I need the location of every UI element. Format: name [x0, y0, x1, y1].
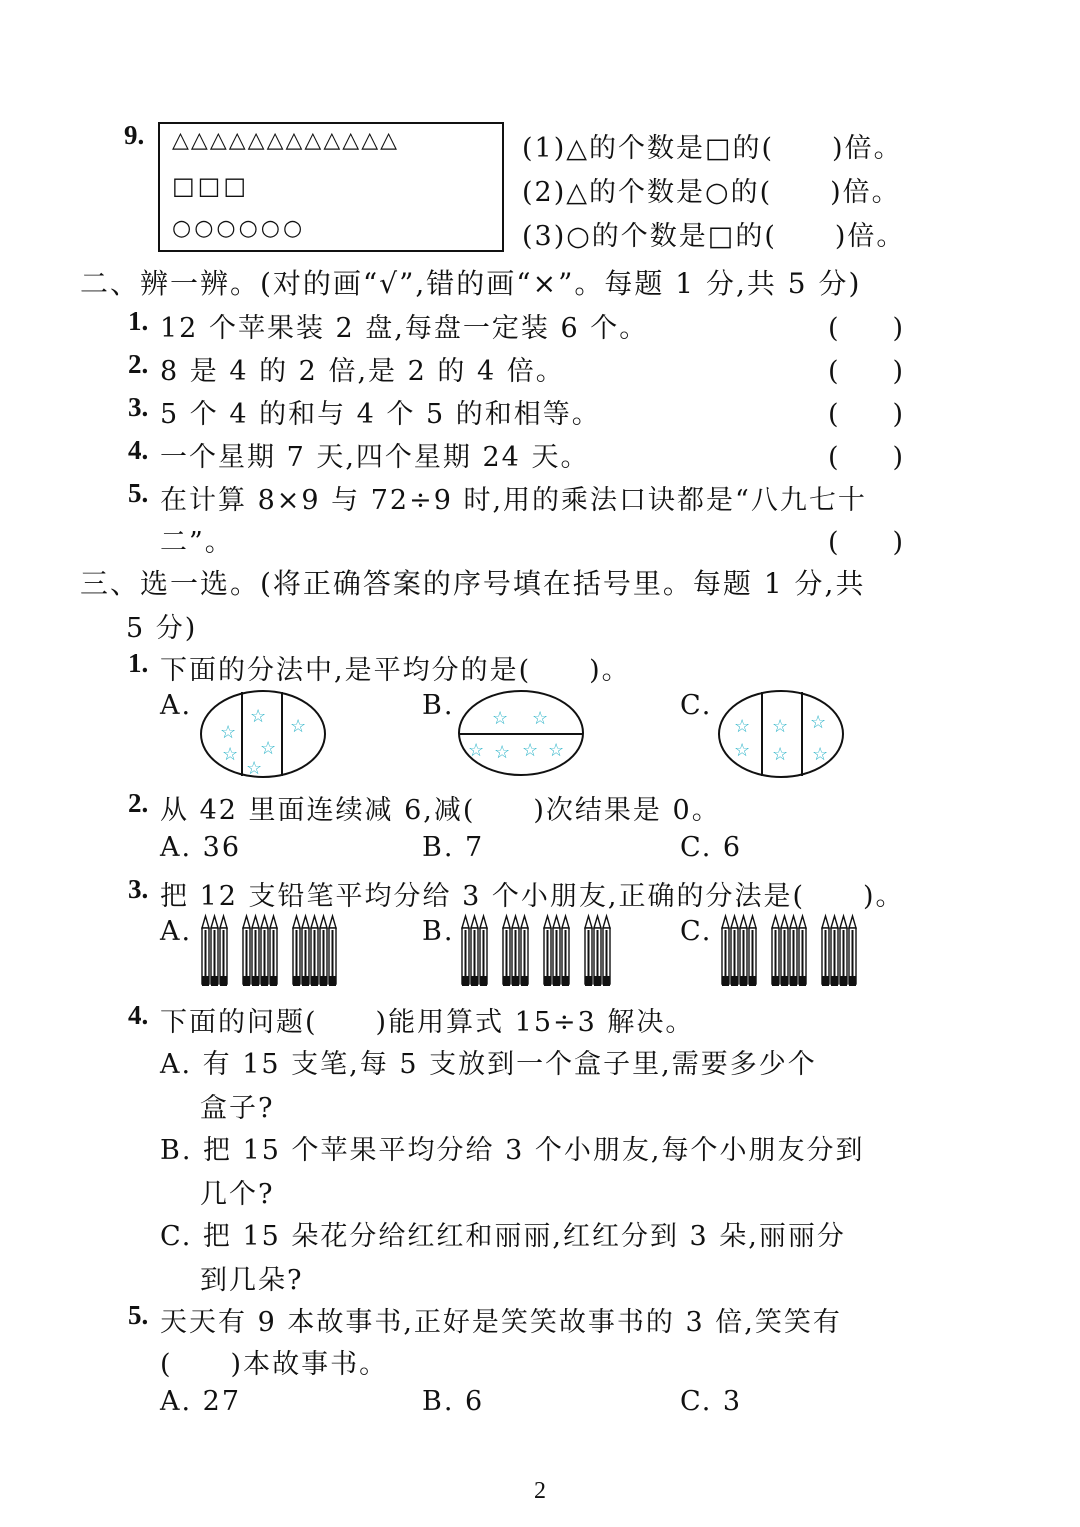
svg-text:☆: ☆	[810, 712, 827, 733]
pencil-icon	[471, 916, 478, 986]
pencil-icon	[462, 916, 469, 986]
pencil-icon	[270, 916, 277, 986]
svg-text:☆: ☆	[260, 738, 277, 759]
svg-text:☆: ☆	[468, 740, 485, 761]
pencil-icon	[831, 916, 838, 986]
pencil-icon	[790, 916, 797, 986]
section2-title: 二、辨一辨。(对的画“√”,错的画“×”。每题 1 分,共 5 分)	[80, 267, 862, 300]
star-group-a	[220, 706, 306, 779]
s3-q4-option-a[interactable]: A. 有 15 支笔,每 5 支放到一个盒子里,需要多少个	[160, 1049, 817, 1080]
svg-text:☆: ☆	[494, 742, 511, 763]
pencil-icon	[553, 916, 560, 986]
svg-text:☆: ☆	[492, 708, 509, 729]
pencil-icon	[781, 916, 788, 986]
s2-item2-text: 8 是 4 的 2 倍,是 2 的 4 倍。	[160, 356, 565, 387]
pencil-icon	[521, 916, 528, 986]
svg-text:☆: ☆	[772, 744, 789, 765]
pencil-icon	[772, 916, 779, 986]
oval-a-uneven-split[interactable]	[200, 690, 328, 778]
oval-b-uneven-split[interactable]	[458, 690, 586, 776]
s3-q4-option-c-cont: 到几朵?	[200, 1265, 304, 1296]
page-number: 2	[534, 1478, 546, 1504]
s2-item1-number: 1.	[128, 306, 149, 336]
s3-q3-number: 3.	[128, 874, 149, 904]
s2-item5-text: 在计算 8×9 与 72÷9 时,用的乘法口诀都是“八九七十	[160, 485, 867, 516]
triangle-row: △△△△△△△△△△△△	[172, 128, 400, 153]
svg-text:☆: ☆	[548, 740, 565, 761]
s3-q4-option-c[interactable]: C. 把 15 朵花分给红红和丽丽,红红分到 3 朵,丽丽分	[160, 1221, 846, 1252]
svg-text:☆: ☆	[812, 744, 829, 765]
svg-text:☆: ☆	[522, 740, 539, 761]
s2-item1-text: 12 个苹果装 2 盘,每盘一定装 6 个。	[160, 313, 649, 344]
pencil-icon	[849, 916, 856, 986]
s3-q3-option-b-label[interactable]: B.	[422, 916, 455, 947]
section3-title-cont: 5 分)	[126, 613, 198, 644]
s3-q1-option-c-label[interactable]: C.	[680, 690, 713, 721]
s3-q1-option-b-label[interactable]: B.	[422, 690, 455, 721]
star-group-b	[468, 708, 564, 763]
s2-item1-answer-bracket[interactable]: ( )	[828, 313, 904, 344]
pencil-icon	[799, 916, 806, 986]
q9-part-2: (2)△的个数是○的( )倍。	[522, 177, 901, 208]
s3-q4-text: 下面的问题( )能用算式 15÷3 解决。	[160, 1007, 695, 1038]
s2-item3-answer-bracket[interactable]: ( )	[828, 399, 904, 430]
s3-q5-option-b[interactable]: B. 6	[422, 1386, 485, 1417]
circle-row: ○○○○○○	[172, 216, 306, 241]
svg-text:☆: ☆	[734, 740, 751, 761]
pencil-icon	[562, 916, 569, 986]
s3-q1-number: 1.	[128, 648, 149, 678]
pencil-icon	[320, 916, 327, 986]
pencil-icon	[311, 916, 318, 986]
s2-item3-text: 5 个 4 的和与 4 个 5 的和相等。	[160, 399, 601, 430]
pencil-icon	[202, 916, 209, 986]
pencil-groups-c[interactable]	[718, 914, 910, 990]
oval-c-even-split[interactable]	[718, 690, 846, 778]
svg-text:☆: ☆	[772, 716, 789, 737]
pencil-groups-b[interactable]	[458, 914, 650, 990]
svg-text:☆: ☆	[250, 706, 267, 727]
svg-text:☆: ☆	[734, 716, 751, 737]
pencil-icon	[211, 916, 218, 986]
s2-item5-number: 5.	[128, 478, 149, 508]
pencil-icon	[722, 916, 729, 986]
s3-q5-option-a[interactable]: A. 27	[160, 1386, 242, 1417]
pencil-icon	[329, 916, 336, 986]
pencil-icon	[731, 916, 738, 986]
s3-q5-text-cont: ( )本故事书。	[160, 1349, 389, 1380]
s3-q1-option-a-label[interactable]: A.	[160, 690, 193, 721]
s3-q3-option-c-label[interactable]: C.	[680, 916, 713, 947]
s2-item2-answer-bracket[interactable]: ( )	[828, 356, 904, 387]
s3-q2-option-b[interactable]: B. 7	[422, 832, 485, 863]
pencil-icon	[585, 916, 592, 986]
s3-q2-option-a[interactable]: A. 36	[160, 832, 242, 863]
s2-item4-text: 一个星期 7 天,四个星期 24 天。	[160, 442, 590, 473]
pencil-icon	[252, 916, 259, 986]
q9-shape-box	[158, 122, 504, 252]
pencil-icon	[503, 916, 510, 986]
s2-item5-answer-bracket[interactable]: ( )	[828, 527, 904, 558]
s2-item4-number: 4.	[128, 435, 149, 465]
s3-q2-text: 从 42 里面连续减 6,减( )次结果是 0。	[160, 795, 721, 826]
svg-text:☆: ☆	[290, 716, 307, 737]
s3-q4-option-a-cont: 盒子?	[200, 1093, 275, 1124]
pencil-groups-a[interactable]	[198, 914, 390, 990]
q9-part-3: (3)○的个数是□的( )倍。	[522, 221, 906, 252]
svg-text:☆: ☆	[220, 722, 237, 743]
pencil-icon	[293, 916, 300, 986]
star-group-c	[734, 712, 828, 765]
pencil-icon	[594, 916, 601, 986]
s2-item4-answer-bracket[interactable]: ( )	[828, 442, 904, 473]
s2-item2-number: 2.	[128, 349, 149, 379]
s3-q3-text: 把 12 支铅笔平均分给 3 个小朋友,正确的分法是( )。	[160, 881, 905, 912]
s2-item5-text-cont: 二”。	[160, 527, 234, 558]
pencil-icon	[822, 916, 829, 986]
pencil-icon	[603, 916, 610, 986]
s3-q4-option-b-cont: 几个?	[200, 1179, 275, 1210]
s3-q1-text: 下面的分法中,是平均分的是( )。	[160, 655, 631, 686]
s3-q5-text: 天天有 9 本故事书,正好是笑笑故事书的 3 倍,笑笑有	[160, 1307, 842, 1338]
s3-q2-number: 2.	[128, 788, 149, 818]
pencil-icon	[302, 916, 309, 986]
s3-q4-number: 4.	[128, 1000, 149, 1030]
pencil-icon	[480, 916, 487, 986]
pencil-icon	[512, 916, 519, 986]
pencil-icon	[544, 916, 551, 986]
section3-title: 三、选一选。(将正确答案的序号填在括号里。每题 1 分,共	[80, 567, 866, 600]
s3-q5-option-c[interactable]: C. 3	[680, 1386, 743, 1417]
pencil-icon	[243, 916, 250, 986]
pencil-icon	[840, 916, 847, 986]
pencil-icon	[220, 916, 227, 986]
pencil-icon	[261, 916, 268, 986]
s3-q2-option-c[interactable]: C. 6	[680, 832, 743, 863]
pencil-icon	[740, 916, 747, 986]
s3-q3-option-a-label[interactable]: A.	[160, 916, 193, 947]
s2-item3-number: 3.	[128, 392, 149, 422]
q9-part-1: (1)△的个数是□的( )倍。	[522, 133, 903, 164]
s3-q4-option-b[interactable]: B. 把 15 个苹果平均分给 3 个小朋友,每个小朋友分到	[160, 1135, 865, 1166]
svg-text:☆: ☆	[222, 744, 239, 765]
svg-text:☆: ☆	[246, 758, 263, 779]
s3-q5-number: 5.	[128, 1300, 149, 1330]
square-row: □□□	[172, 172, 250, 200]
pencil-icon	[749, 916, 756, 986]
svg-text:☆: ☆	[532, 708, 549, 729]
q9-number: 9.	[124, 120, 145, 150]
